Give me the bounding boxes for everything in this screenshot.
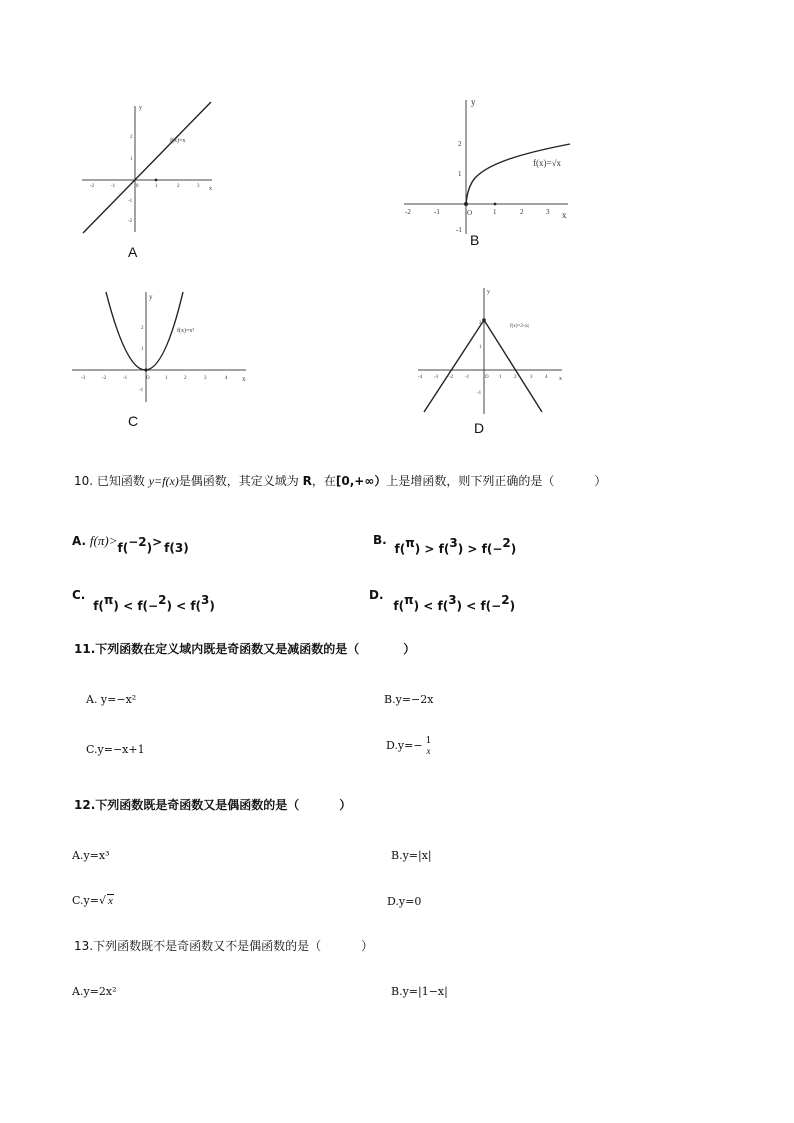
tick-x: -3 [81, 376, 86, 381]
option-label: D. [369, 588, 384, 602]
option-text: f( [394, 542, 406, 556]
fraction-denominator: x [426, 746, 431, 756]
stem-text: 11.下列函数在定义域内既是奇函数又是减函数的是（ [74, 642, 360, 656]
function-label: f(x)=x [170, 138, 186, 144]
tick-x: -2 [449, 375, 454, 380]
option-label: A. [72, 534, 87, 548]
option-text: π [404, 593, 414, 607]
stem-text: 12.下列函数既是奇函数又是偶函数的是（ [74, 798, 300, 812]
option-10-d[interactable] [369, 585, 516, 613]
question-11-stem [74, 641, 415, 657]
option-11-d[interactable] [386, 736, 431, 756]
tick-y: -2 [128, 219, 133, 224]
fraction [426, 736, 432, 756]
axis-y-label: y [487, 289, 490, 295]
stem-paren-close: ） [594, 474, 607, 488]
option-text: 2 [502, 536, 511, 550]
tick-x: O [467, 209, 473, 217]
option-11-b[interactable]: B.y=−2x [384, 693, 434, 706]
tick-x: -4 [418, 375, 423, 380]
function-lines [424, 320, 542, 412]
option-12-a[interactable]: A.y=x³ [72, 849, 110, 862]
axis-x-label: x [209, 186, 212, 192]
option-13-b[interactable]: B.y=|1−x| [391, 985, 448, 998]
option-text: −2 [128, 535, 147, 549]
tick-x: -3 [434, 375, 439, 380]
stem-paren-close: ） [403, 642, 416, 656]
option-text: ) < f( [166, 599, 202, 613]
graph-c-caption: C [128, 413, 139, 429]
option-11-a[interactable]: A. y=−x² [86, 693, 137, 706]
tick-x: 3 [546, 208, 550, 216]
axis-x-label: x [559, 376, 562, 382]
graph-a-caption: A [128, 244, 138, 260]
option-text: 2 [158, 593, 167, 607]
graph-a [78, 98, 218, 238]
tick-y: 2 [479, 321, 482, 326]
axis-y-label: y [149, 293, 153, 301]
option-label: B. [373, 533, 387, 547]
tick-y: 1 [130, 157, 133, 162]
tick-y: -1 [128, 199, 133, 204]
option-text: 3 [449, 536, 458, 550]
tick-y: 2 [458, 140, 462, 148]
option-text: f( [93, 599, 104, 613]
graph-d [414, 286, 570, 418]
option-12-d[interactable]: D.y=0 [387, 895, 422, 908]
option-text: ) > f( [414, 542, 450, 556]
stem-function: y=f(x) [148, 474, 179, 488]
graph-b [400, 96, 580, 238]
tick-x: 1 [165, 376, 168, 381]
tick-y: -1 [139, 388, 144, 393]
tick-x: 1 [155, 184, 158, 189]
option-text: ) [209, 599, 215, 613]
tick-x: 3 [204, 376, 207, 381]
option-text: π [103, 593, 114, 607]
tick-x: -2 [90, 184, 95, 189]
function-curve [106, 292, 183, 370]
sqrt-radicand: x [107, 895, 113, 907]
tick-x: 0 [136, 184, 139, 189]
graph-b-caption: B [470, 232, 480, 248]
tick-x: 4 [225, 376, 228, 381]
graph-d-caption: D [474, 420, 485, 436]
stem-text: 13.下列函数既不是奇函数又不是偶函数的是（ [74, 939, 322, 953]
tick-y: -1 [456, 226, 462, 234]
option-11-c[interactable]: C.y=−x+1 [86, 743, 145, 756]
tick-y: 2 [130, 135, 133, 140]
tick-x: 3 [197, 184, 200, 189]
option-13-a[interactable]: A.y=2x² [72, 985, 117, 998]
stem-domain: R [302, 474, 312, 488]
option-text: 3 [201, 593, 210, 607]
option-text: ) < f( [413, 599, 449, 613]
stem-part: 上是增函数，则下列正确的是（ [386, 474, 555, 488]
sqrt-sign: √ [98, 894, 106, 907]
option-label: C. [72, 588, 86, 602]
option-12-c[interactable] [72, 894, 114, 907]
option-10-a[interactable] [72, 528, 189, 555]
tick-y: 1 [141, 347, 144, 352]
option-text: ) [510, 542, 517, 556]
tick-x: O [485, 375, 489, 380]
option-text: ) [509, 599, 516, 613]
tick-x: -1 [434, 208, 440, 216]
axis-y-label: y [471, 97, 476, 107]
function-label: f(x)=√x [533, 158, 562, 168]
option-text: > [152, 535, 163, 549]
tick-x: O [146, 376, 150, 381]
option-10-c[interactable] [72, 585, 215, 613]
function-label: f(x)=2-|x| [510, 324, 529, 329]
graph-c [70, 290, 252, 404]
stem-paren-close: ） [339, 798, 352, 812]
tick-x: -1 [465, 375, 470, 380]
stem-interval: [0,+∞） [335, 474, 387, 488]
option-12-b[interactable]: B.y=|x| [391, 849, 432, 862]
option-text: ) < f(− [113, 599, 159, 613]
option-text: f( [117, 541, 129, 555]
tick-y: -1 [477, 391, 482, 396]
stem-part: 10. 已知函数 [74, 474, 149, 488]
fraction-numerator: 1 [425, 736, 432, 746]
axis-x-label: x [242, 375, 246, 383]
tick-x: 2 [177, 184, 180, 189]
tick-x: 1 [499, 375, 502, 380]
option-text: f(π)> [89, 533, 118, 548]
option-text: f( [393, 599, 405, 613]
tick-x: 3 [530, 375, 533, 380]
option-text: ) > f(− [457, 542, 503, 556]
tick-x: -2 [102, 376, 107, 381]
stem-paren-close: ） [361, 939, 374, 953]
option-text: ) [146, 541, 153, 555]
option-text: D.y=− [386, 739, 423, 752]
function-line [83, 102, 211, 233]
option-text: 3 [448, 593, 457, 607]
axis-x-label: x [562, 210, 567, 220]
tick-x: -1 [111, 184, 116, 189]
function-curve [466, 144, 570, 204]
tick-x: 2 [514, 375, 517, 380]
tick-x: -1 [123, 376, 128, 381]
tick-x: 2 [184, 376, 187, 381]
option-text: ) < f(− [456, 599, 502, 613]
stem-part: ，在 [311, 474, 336, 488]
option-10-b[interactable] [373, 530, 517, 556]
tick-x: 4 [545, 375, 548, 380]
option-text: π [405, 536, 415, 550]
tick-y: 1 [479, 345, 482, 350]
option-text: C.y= [72, 894, 99, 907]
question-10-stem [74, 473, 606, 489]
option-text: f(3) [164, 541, 189, 555]
stem-part: 是偶函数，其定义域为 [178, 474, 303, 488]
tick-x: -2 [405, 208, 411, 216]
tick-y: 2 [141, 326, 144, 331]
function-label: f(x)=x² [177, 328, 195, 334]
question-12-stem [74, 797, 351, 813]
question-13-stem [74, 938, 373, 954]
axis-y-label: y [139, 105, 142, 111]
tick-y: 1 [458, 170, 462, 178]
option-text: 2 [501, 593, 510, 607]
tick-x: 2 [520, 208, 524, 216]
tick-x: 1 [493, 208, 497, 216]
